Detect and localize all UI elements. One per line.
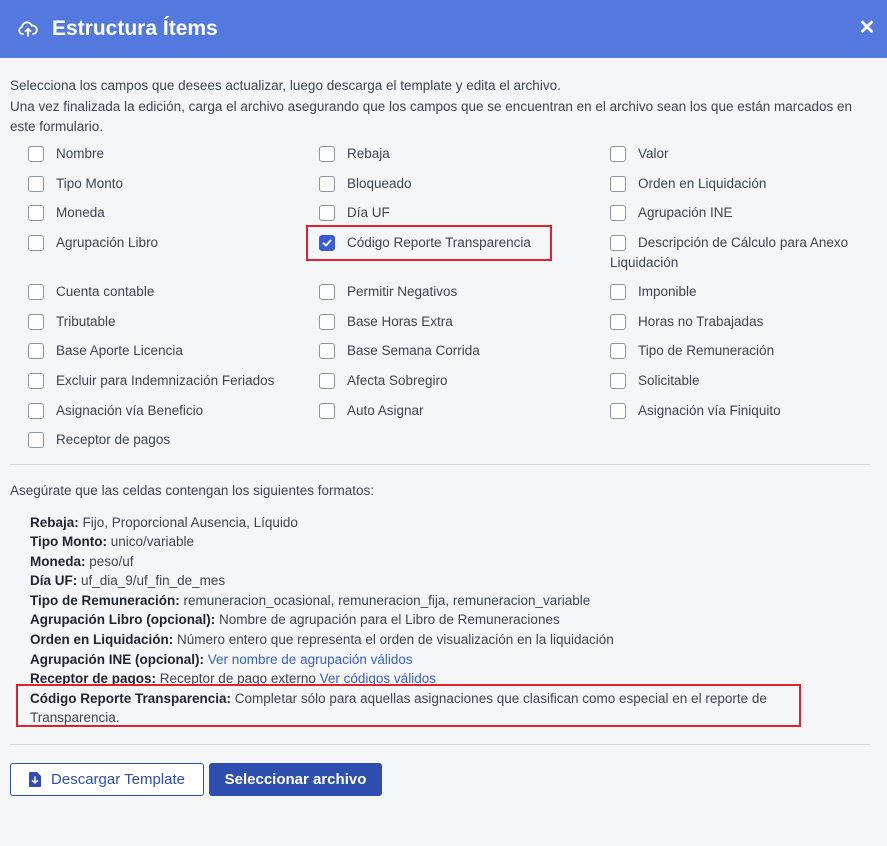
field-checkbox-label: Agrupación Libro [56, 234, 159, 250]
checkbox[interactable] [28, 403, 44, 419]
cloud-upload-icon [18, 18, 40, 40]
format-item [30, 532, 877, 552]
field-checkbox-item[interactable] [319, 282, 589, 302]
field-checkbox-label: Permitir Negativos [347, 283, 458, 299]
checkbox[interactable] [28, 176, 44, 192]
format-item [30, 571, 877, 591]
format-value: Fijo, Proporcional Ausencia, Líquido [78, 514, 298, 530]
checkbox[interactable] [319, 314, 335, 330]
field-checkbox-item[interactable] [319, 341, 589, 361]
checkbox[interactable] [610, 284, 626, 300]
format-key: Orden en Liquidación: [30, 632, 174, 648]
field-checkbox-label: Rebaja [347, 145, 390, 161]
checkbox[interactable] [319, 146, 335, 162]
field-checkbox-label: Base Semana Corrida [347, 342, 480, 358]
field-checkbox-item[interactable] [610, 341, 875, 361]
format-key: Código Reporte Transparencia: [30, 690, 232, 706]
download-template-label: Descargar Template [51, 771, 185, 789]
field-checkbox-item[interactable] [28, 233, 298, 253]
format-key: Agrupación INE (opcional): [30, 651, 204, 667]
field-checkbox-label: Valor [638, 145, 669, 161]
field-checkbox-label: Auto Asignar [347, 402, 424, 418]
field-checkbox-label: Código Reporte Transparencia [347, 234, 531, 250]
field-checkbox-label: Bloqueado [347, 175, 412, 191]
checkbox[interactable] [319, 373, 335, 389]
field-checkbox-label: Nombre [56, 145, 105, 161]
download-template-button[interactable] [10, 763, 204, 796]
formats-list [10, 513, 877, 729]
format-item [30, 610, 877, 630]
field-checkbox-label: Horas no Trabajadas [638, 313, 764, 329]
modal-body [0, 76, 887, 796]
field-checkbox-label: Tipo de Remuneración [638, 342, 775, 358]
field-checkbox-label: Día UF [347, 204, 390, 220]
field-checkbox-item[interactable] [610, 371, 875, 391]
field-checkbox-label: Tributable [56, 313, 116, 329]
format-key: Tipo Monto: [30, 534, 107, 550]
field-checkbox-item[interactable] [610, 233, 875, 273]
intro-line-2: Una vez finalizada la edición, carga el archivo asegurando que los campos que se encuentran en el archivo sean los que están marcados en este formulario. [10, 98, 853, 134]
format-item [30, 513, 877, 533]
intro-text [10, 76, 877, 138]
checkbox[interactable] [610, 146, 626, 162]
checkbox[interactable] [319, 176, 335, 192]
checkbox[interactable] [610, 176, 626, 192]
field-checkbox-label: Orden en Liquidación [638, 175, 767, 191]
download-file-icon [29, 772, 41, 787]
checkbox[interactable] [610, 373, 626, 389]
field-checkbox-item[interactable] [610, 174, 875, 194]
field-checkbox-item[interactable] [319, 203, 589, 223]
format-value: Receptor de pago externo [156, 671, 320, 687]
close-icon[interactable]: ✕ [858, 17, 876, 39]
checkbox[interactable] [319, 284, 335, 300]
format-key: Agrupación Libro (opcional): [30, 612, 216, 628]
highlight-box [16, 684, 801, 727]
field-checkbox-item[interactable] [610, 312, 875, 332]
format-item [30, 650, 877, 670]
format-key: Día UF: [30, 573, 78, 589]
field-checkbox-item[interactable] [610, 401, 875, 421]
field-checkbox-item[interactable] [28, 341, 298, 361]
checkbox[interactable] [610, 205, 626, 221]
format-item [30, 591, 877, 611]
checkbox[interactable] [28, 146, 44, 162]
format-value: Completar sólo para aquellas asignaciones que clasifican como especial en el reporte de Transparencia. [30, 690, 767, 726]
format-value: peso/uf [85, 553, 134, 569]
field-checkbox-label: Asignación vía Beneficio [56, 402, 204, 418]
field-checkbox-item[interactable] [28, 144, 298, 164]
field-checkbox-label: Agrupación INE [638, 204, 733, 220]
format-key: Receptor de pagos: [30, 671, 157, 687]
field-checkbox-item[interactable] [610, 282, 875, 302]
divider [10, 744, 870, 745]
format-value: Nombre de agrupación para el Libro de Remuneraciones [215, 612, 560, 628]
format-item [30, 689, 877, 728]
field-checkbox-item[interactable] [319, 144, 589, 164]
field-checkbox-label: Solicitable [638, 372, 700, 388]
field-checkbox-label: Base Horas Extra [347, 313, 453, 329]
intro-line-1: Selecciona los campos que desees actualizar, luego descarga el template y edita el archivo. [10, 78, 561, 93]
field-checkbox-label: Descripción de Cálculo para Anexo Liquidación [610, 234, 849, 270]
field-checkbox-item[interactable] [610, 144, 875, 164]
modal-header [0, 0, 887, 58]
field-checkbox-item[interactable] [28, 203, 298, 223]
checkbox[interactable] [610, 343, 626, 359]
field-checkbox-label: Excluir para Indemnización Feriados [56, 372, 275, 388]
checkbox[interactable] [319, 205, 335, 221]
field-checkbox-item[interactable] [319, 312, 589, 332]
modal-footer [10, 763, 877, 796]
field-checkbox-label: Asignación vía Finiquito [638, 402, 781, 418]
checkbox[interactable] [28, 343, 44, 359]
field-checkbox-item[interactable] [319, 174, 589, 194]
highlight-box [306, 225, 552, 261]
field-checkbox-item[interactable] [610, 203, 875, 223]
field-checkbox-item[interactable] [28, 312, 298, 332]
field-checkbox-item[interactable] [28, 401, 298, 421]
field-checkbox-label: Base Aporte Licencia [56, 342, 183, 358]
checkbox[interactable] [610, 314, 626, 330]
format-item [30, 552, 877, 572]
field-checkbox-item[interactable] [28, 371, 298, 391]
checkbox[interactable] [28, 205, 44, 221]
format-key: Rebaja: [30, 514, 79, 530]
format-value: uf_dia_9/uf_fin_de_mes [77, 573, 226, 589]
checkbox[interactable] [28, 235, 44, 251]
checkbox[interactable] [319, 343, 335, 359]
format-link[interactable]: Ver códigos válidos [319, 671, 436, 687]
formats-title: Asegúrate que las celdas contengan los siguientes formatos: [10, 482, 374, 498]
field-checkbox-label: Afecta Sobregiro [347, 372, 448, 388]
format-key: Moneda: [30, 553, 86, 569]
field-checkbox-label: Imponible [638, 283, 697, 299]
format-value: Número entero que representa el orden de visualización en la liquidación [173, 632, 614, 648]
checkbox[interactable] [610, 403, 626, 419]
checkbox[interactable] [28, 373, 44, 389]
format-value: remuneracion_ocasional, remuneracion_fija, remuneracion_variable [179, 592, 591, 608]
checkbox[interactable] [28, 314, 44, 330]
fields-checkbox-grid [10, 144, 877, 464]
field-checkbox-label: Tipo Monto [56, 175, 124, 191]
checkbox[interactable] [28, 284, 44, 300]
checkbox[interactable] [319, 403, 335, 419]
field-checkbox-item[interactable] [28, 430, 298, 450]
select-file-button[interactable]: Seleccionar archivo [209, 763, 382, 796]
format-key: Tipo de Remuneración: [30, 592, 180, 608]
modal-title: Estructura Ítems [52, 17, 218, 40]
field-checkbox-label: Receptor de pagos [56, 431, 171, 447]
field-checkbox-item[interactable] [319, 371, 589, 391]
format-link[interactable]: Ver nombre de agrupación válidos [207, 651, 413, 667]
field-checkbox-label: Moneda [56, 204, 105, 220]
field-checkbox-item[interactable] [319, 401, 589, 421]
checkbox[interactable] [610, 235, 626, 251]
field-checkbox-item[interactable] [28, 174, 298, 194]
format-value: unico/variable [106, 534, 195, 550]
field-checkbox-item[interactable] [28, 282, 298, 302]
format-item [30, 630, 877, 650]
divider [10, 464, 870, 465]
field-checkbox-label: Cuenta contable [56, 283, 155, 299]
checkbox[interactable] [28, 432, 44, 448]
